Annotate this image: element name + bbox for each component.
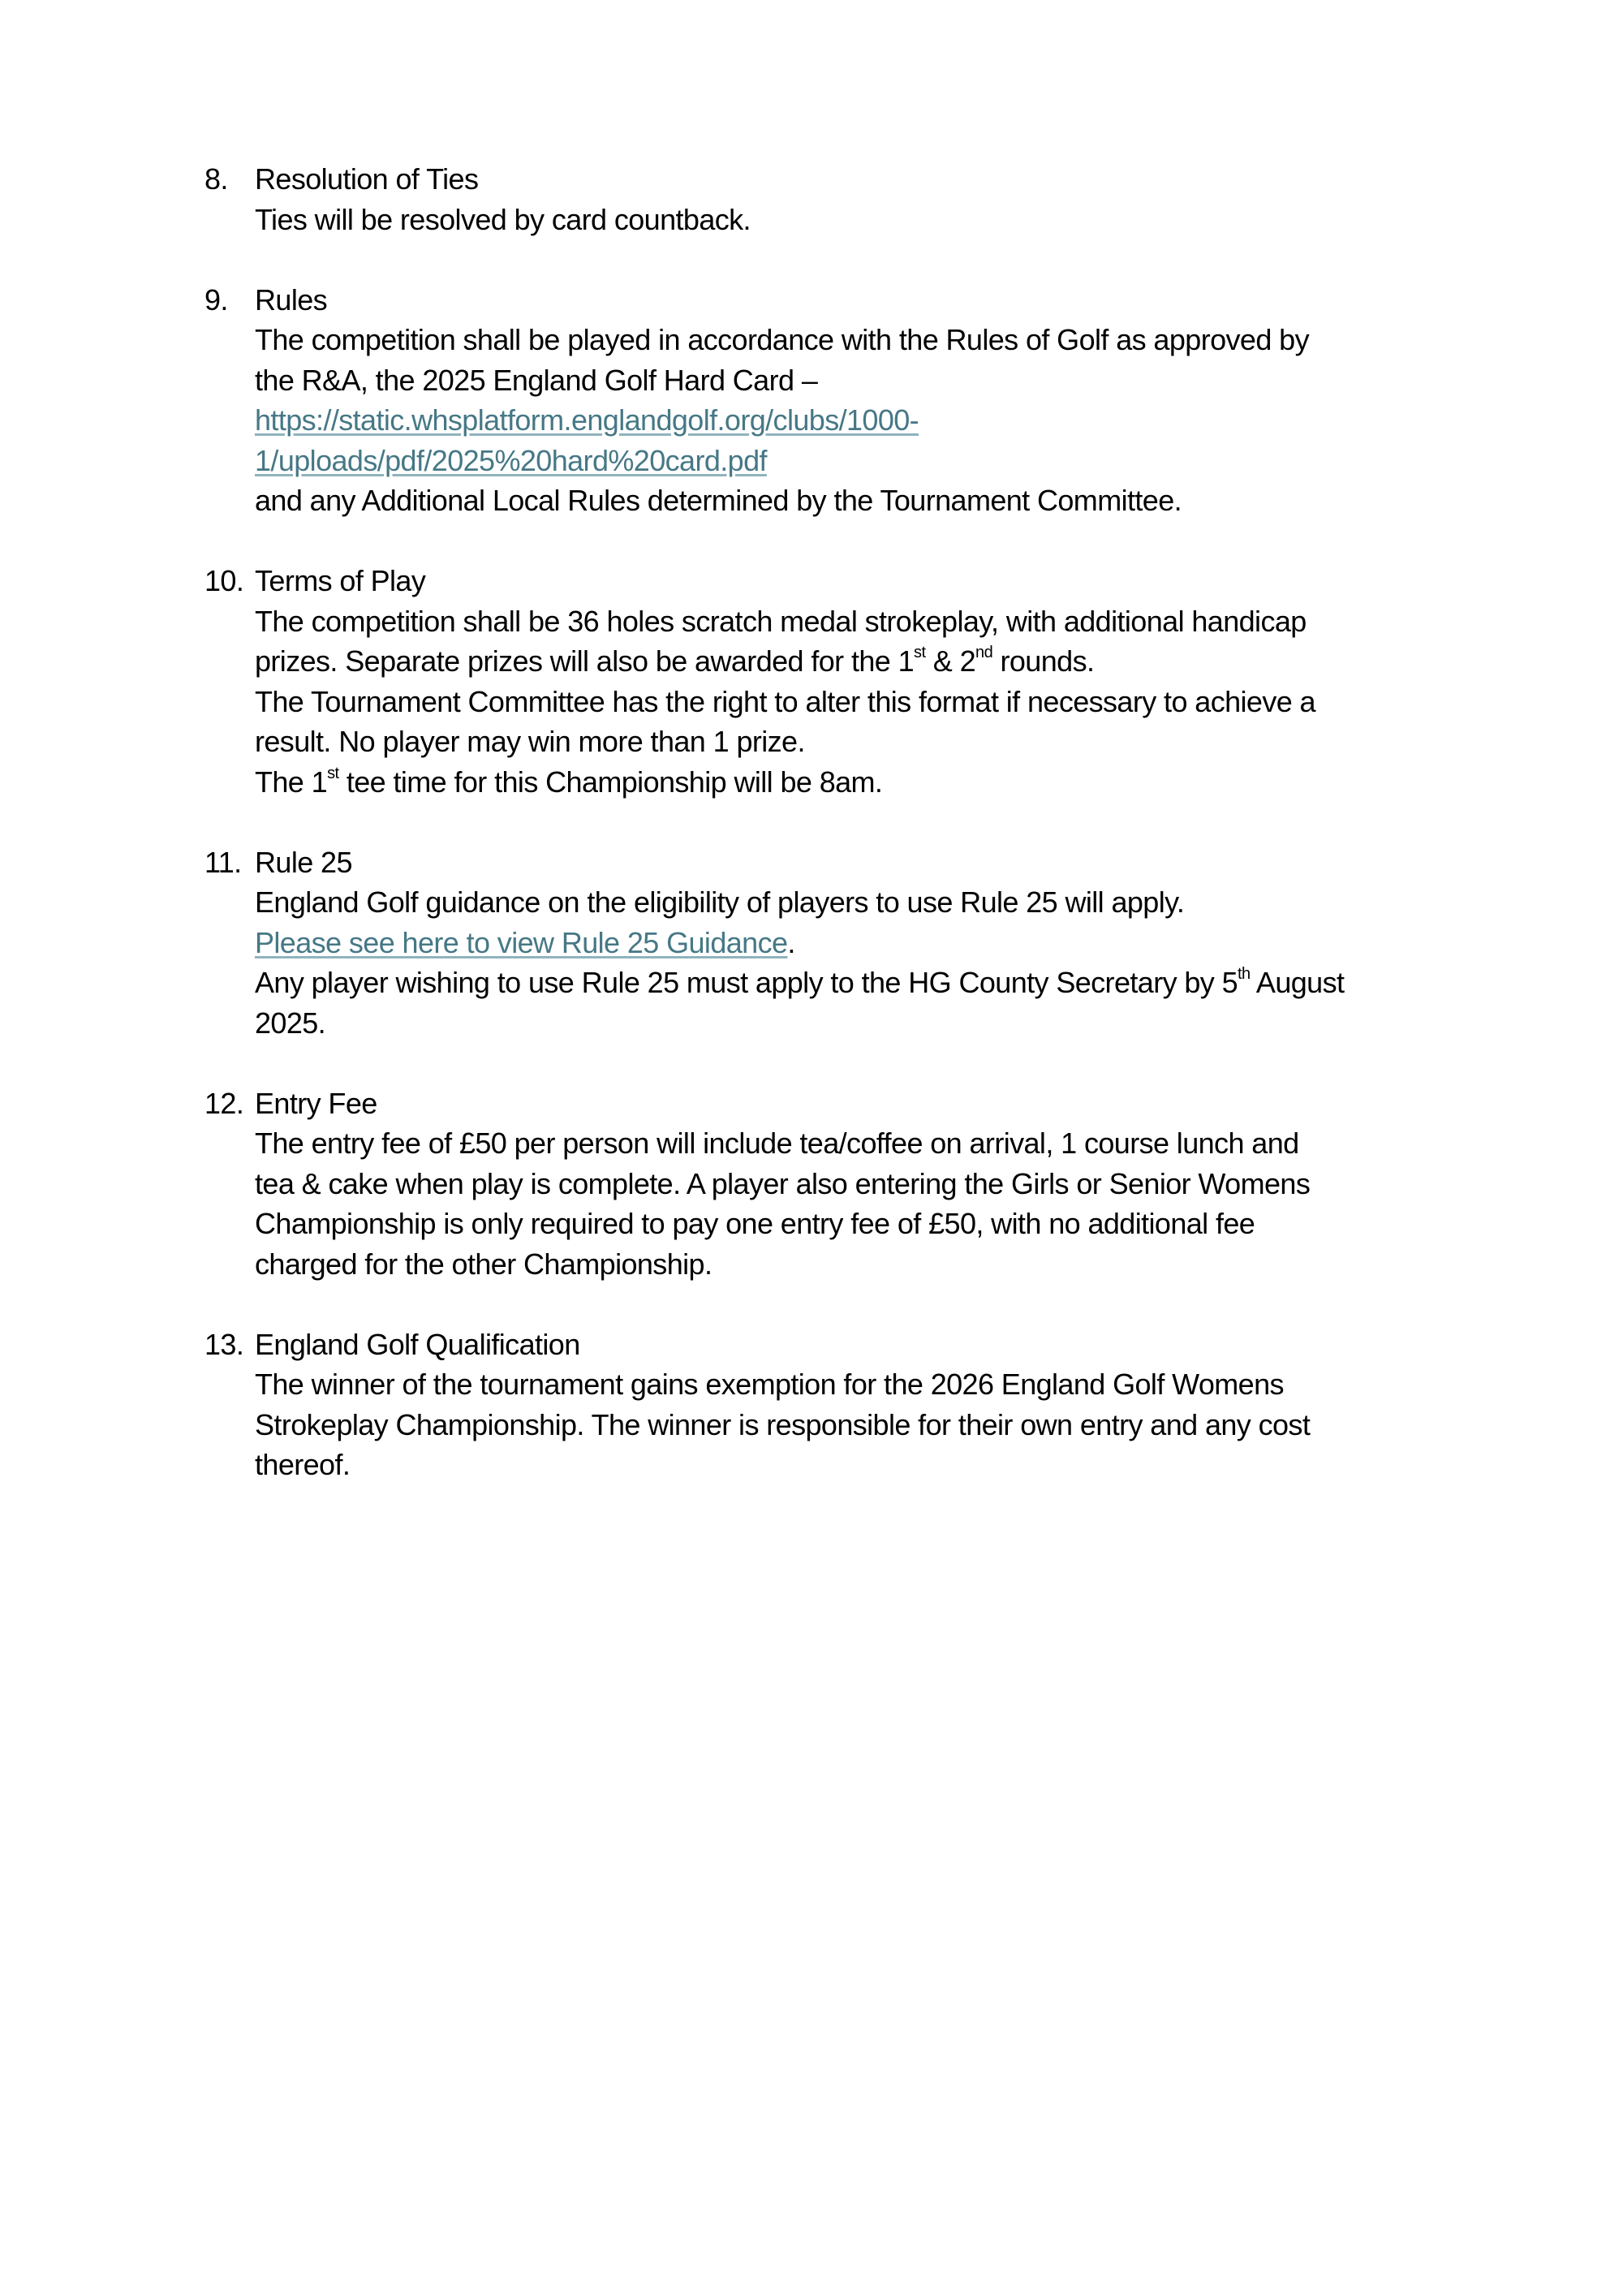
section-resolution-of-ties <box>204 159 1487 239</box>
section-england-golf-qualification <box>204 1325 1487 1485</box>
rule-25-guidance-link[interactable]: Please see here to view Rule 25 Guidance <box>255 925 788 959</box>
section-text: Championship is only required to pay one entry fee of £50, with no additional fee <box>255 1207 1255 1240</box>
section-text: tea & cake when play is complete. A player also entering the Girls or Senior Womens <box>255 1166 1311 1200</box>
section-number: 11. <box>204 845 242 879</box>
section-terms-of-play <box>204 561 1487 802</box>
section-text: The entry fee of £50 per person will include tea/coffee on arrival, 1 course lunch and <box>255 1126 1299 1160</box>
section-text: Ties will be resolved by card countback. <box>255 202 751 236</box>
section-text: Any player wishing to use Rule 25 must apply to the HG County Secretary by 5th August <box>255 965 1345 999</box>
section-text: thereof. <box>255 1448 351 1481</box>
section-text: 2025. <box>255 1006 326 1040</box>
numbered-sections-list <box>204 159 1487 1525</box>
section-text: The Tournament Committee has the right to alter this format if necessary to achieve a <box>255 684 1315 718</box>
section-title: Rules <box>255 282 328 317</box>
section-entry-fee <box>204 1083 1487 1285</box>
section-text: The 1st tee time for this Championship will be 8am. <box>255 764 883 799</box>
hard-card-link-continued[interactable]: 1/uploads/pdf/2025%20hard%20card.pdf <box>255 443 767 477</box>
section-text: The competition shall be 36 holes scratch medal strokeplay, with additional handicap <box>255 604 1307 638</box>
section-text: The competition shall be played in accordance with the Rules of Golf as approved by <box>255 323 1309 356</box>
section-rules <box>204 280 1487 521</box>
section-number: 9. <box>204 282 228 317</box>
section-number: 10. <box>204 564 244 597</box>
section-text: result. No player may win more than 1 prize. <box>255 725 805 758</box>
section-title: England Golf Qualification <box>255 1327 580 1361</box>
section-text: the R&A, the 2025 England Golf Hard Card – <box>255 363 818 397</box>
section-text: charged for the other Championship. <box>255 1247 712 1281</box>
hard-card-link[interactable]: https://static.whsplatform.englandgolf.org/clubs/1000- <box>255 403 919 437</box>
section-text: England Golf guidance on the eligibility of players to use Rule 25 will apply. <box>255 885 1185 919</box>
link-suffix: . <box>787 925 795 959</box>
section-text: and any Additional Local Rules determined by the Tournament Committee. <box>255 484 1182 517</box>
section-text: The winner of the tournament gains exemption for the 2026 England Golf Womens <box>255 1368 1284 1401</box>
section-text: Strokeplay Championship. The winner is responsible for their own entry and any cost <box>255 1407 1311 1441</box>
section-title: Terms of Play <box>255 564 426 597</box>
section-title: Resolution of Ties <box>255 162 479 196</box>
section-number: 12. <box>204 1086 244 1120</box>
section-number: 13. <box>204 1327 244 1361</box>
section-text: prizes. Separate prizes will also be awarded for the 1st & 2nd rounds. <box>255 644 1095 678</box>
section-title: Entry Fee <box>255 1086 377 1120</box>
section-title: Rule 25 <box>255 845 352 879</box>
section-rule-25 <box>204 842 1487 1044</box>
section-number: 8. <box>204 162 228 196</box>
